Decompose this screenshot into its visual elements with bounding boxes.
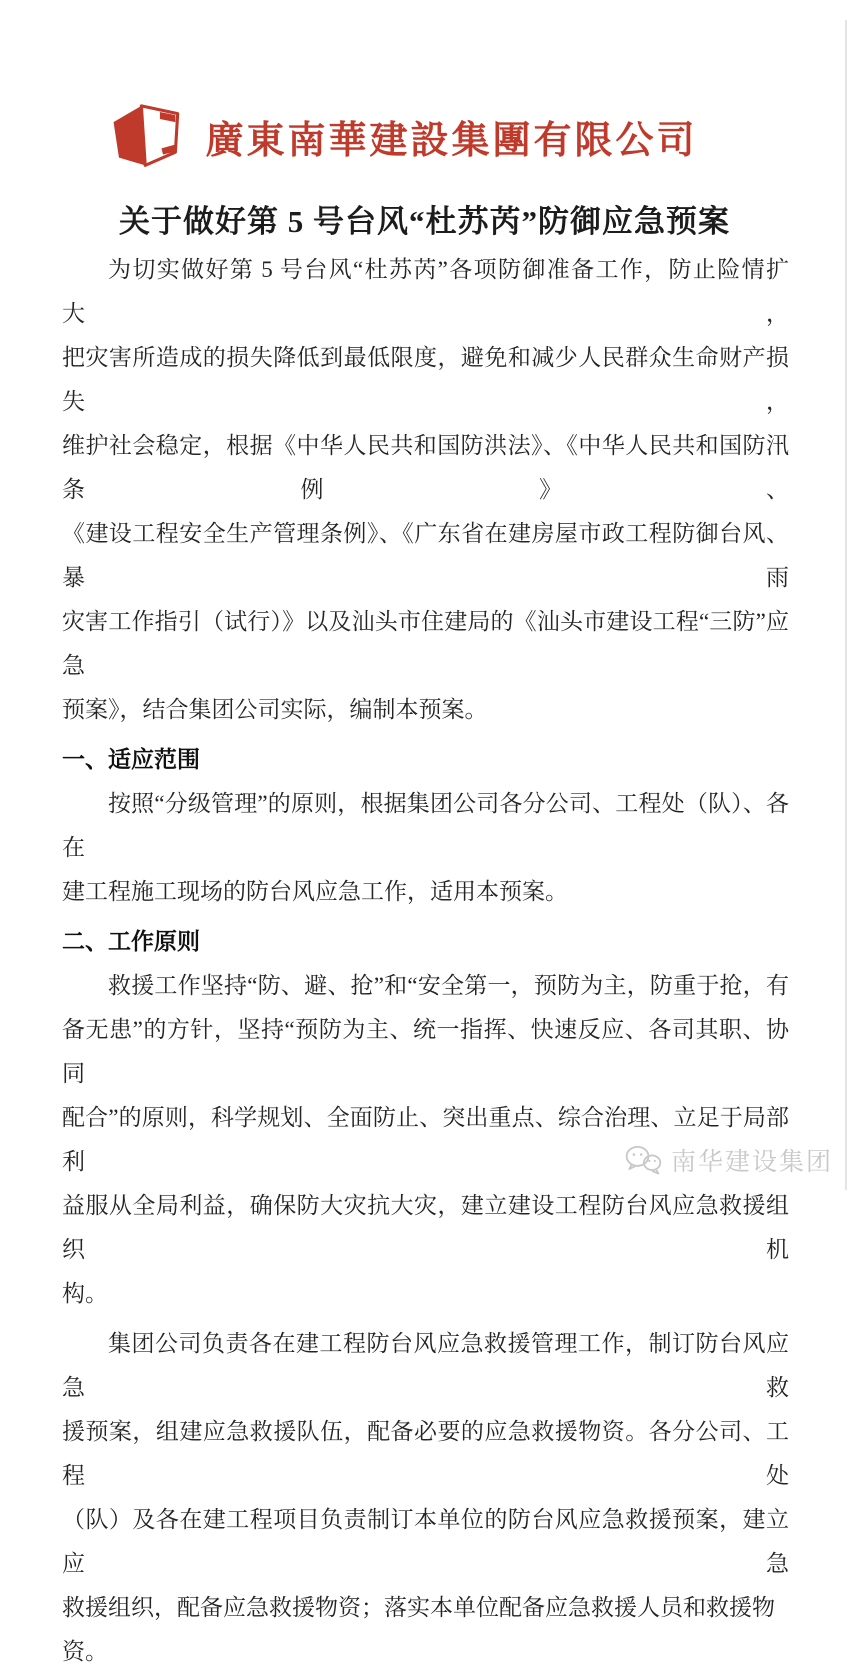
text-line: 益服从全局利益，确保防大灾抗大灾，建立建设工程防台风应急救援组织机 [62, 1193, 789, 1262]
company-box-logo-icon [107, 102, 185, 170]
text-line: 备无患”的方针，坚持“预防为主、统一指挥、快速反应、各司其职、协同 [62, 1017, 789, 1086]
company-name: 廣東南華建設集團有限公司 [205, 119, 698, 162]
text-line: （队）及各在建工程项目负责制订本单位的防台风应急救援预案，建立应急 [62, 1507, 789, 1576]
text-line: 援预案，组建应急救援队伍，配备必要的应急救援物资。各分公司、工程处 [62, 1419, 789, 1488]
watermark-footer [623, 1142, 833, 1178]
text-line: 救援组织，配备应急救援物资；落实本单位配备应急救援人员和救援物资。 [62, 1595, 775, 1664]
text-line: 配合”的原则，科学规划、全面防止、突出重点、综合治理、立足于局部利 [62, 1105, 789, 1174]
text-line: 建工程施工现场的防台风应急工作，适用本预案。 [62, 879, 568, 904]
text-line: 把灾害所造成的损失降低到最低限度，避免和减少人民群众生命财产损失， [62, 345, 789, 414]
text-line: 救援工作坚持“防、避、抢”和“安全第一，预防为主，防重于抢，有 [108, 973, 789, 998]
wechat-icon [623, 1143, 663, 1177]
text-line: 为切实做好第 5 号台风“杜苏芮”各项防御准备工作，防止险情扩大， [62, 257, 789, 326]
document-title: 关于做好第 5 号台风“杜苏芮”防御应急预案 [119, 204, 730, 239]
text-line: 《建设工程安全生产管理条例》、《广东省在建房屋市政工程防御台风、暴雨 [62, 521, 789, 590]
text-line: 灾害工作指引（试行）》以及汕头市住建局的《汕头市建设工程“三防”应急 [62, 609, 789, 678]
text-line: 构。 [62, 1281, 108, 1306]
document-body [62, 248, 789, 1674]
text-line: 集团公司负责各在建工程防台风应急救援管理工作，制订防台风应急救 [62, 1331, 789, 1400]
section-heading-principles: 二、工作原则 [62, 929, 200, 954]
text-line: 维护社会稳定，根据《中华人民共和国防洪法》、《中华人民共和国防汛条例》、 [62, 433, 789, 502]
text-line: 预案》，结合集团公司实际，编制本预案。 [62, 697, 488, 722]
text-line: 按照“分级管理”的原则，根据集团公司各分公司、工程处（队）、各在 [62, 791, 789, 860]
company-header [0, 102, 827, 170]
section-heading-scope: 一、适应范围 [62, 747, 200, 772]
watermark-text: 南华建设集团 [670, 1149, 833, 1176]
